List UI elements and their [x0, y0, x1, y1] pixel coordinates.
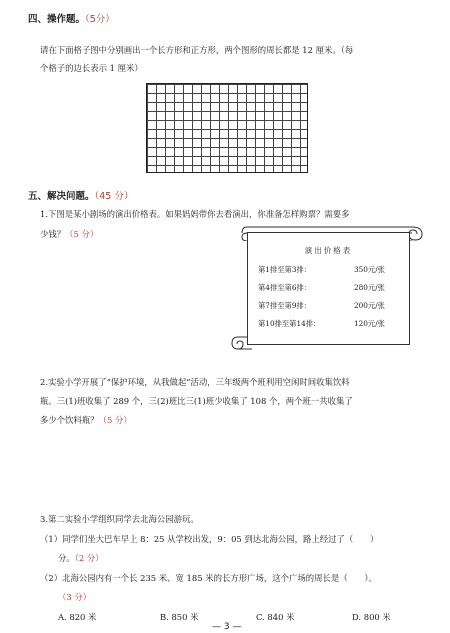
price-row [258, 301, 408, 311]
q1-line2: 少钱？ [40, 229, 66, 239]
section-5-points: （45 分） [94, 191, 134, 202]
q2-points: （5 分） [98, 415, 132, 425]
q3-option-a[interactable]: A. 820 米 [58, 612, 97, 622]
q3-sub2-points: （3 分） [58, 592, 92, 602]
section-4-title: 四、操作题。 [28, 14, 86, 25]
q3-line1: 3.第二实验小学组织同学去北海公园游玩。 [40, 514, 199, 524]
section-4-instruction-line2: 个格子的边长表示 1 厘米） [40, 63, 143, 73]
section-5-heading [28, 188, 133, 202]
drawing-grid[interactable] [146, 83, 308, 173]
section-4-points: （5分） [85, 14, 115, 25]
price-row-seats: 第1排至第3排： [258, 265, 312, 274]
price-row-price: 120元/张 [354, 319, 385, 328]
q2-line3-wrap [40, 414, 132, 426]
page-number: — 3 — [212, 622, 242, 632]
section-4-instruction-line1: 请在下面格子图中分别画出一个长方形和正方形，两个图形的周长都是 12 厘米。（每 [40, 45, 354, 55]
q1-line1: 1.下图是某小剧场的演出价格表。如果妈妈带你去看演出，你准备怎样购票？需要多 [40, 209, 350, 219]
q3-option-b[interactable]: B. 850 米 [160, 612, 199, 622]
price-row-price: 350元/张 [354, 265, 385, 274]
q3-sub2-line1: （2）北海公园内有一个长 235 米、宽 185 米的长方形广场，这个广场的周长是（ ）。 [40, 573, 377, 583]
price-row-seats: 第7排至第9排： [258, 301, 312, 310]
price-row [258, 265, 408, 275]
section-5-title: 五、解决问题。 [28, 191, 95, 202]
q1-line2-wrap [40, 228, 98, 240]
q3-sub1-line2: 分。 [58, 553, 75, 563]
price-table-title: 演出价格表 [304, 246, 353, 255]
q3-sub1-line1: （1）同学们坐大巴车早上 8：25 从学校出发，9：05 到达北海公园，路上经过了（ ） [40, 534, 379, 544]
section-4-heading [28, 11, 115, 25]
scroll-bottom-curl [230, 336, 256, 352]
price-row-price: 200元/张 [354, 301, 385, 310]
q2-line3: 多少个饮料瓶？ [40, 415, 99, 425]
price-row-seats: 第10排至第14排： [258, 319, 321, 328]
q2-line2: 瓶。三(1)班收集了 289 个，三(2)班比三(1)班少收集了 108 个，两个班一共收集了 [40, 396, 353, 406]
q3-sub1-points: （2 分） [74, 553, 104, 563]
price-row [258, 283, 408, 293]
price-table-scroll [247, 232, 410, 345]
q3-option-d[interactable]: D. 800 米 [352, 612, 391, 622]
q1-points: （5 分） [65, 229, 99, 239]
q3-option-c[interactable]: C. 840 米 [256, 612, 295, 622]
q2-line1: 2.实验小学开展了“保护环境，从我做起”活动，三年级两个班利用空闲时间收集饮料 [40, 377, 350, 387]
price-row-price: 280元/张 [354, 283, 385, 292]
price-row [258, 319, 408, 329]
q3-sub1-line2-wrap [58, 552, 104, 564]
price-row-seats: 第4排至第6排： [258, 283, 312, 292]
